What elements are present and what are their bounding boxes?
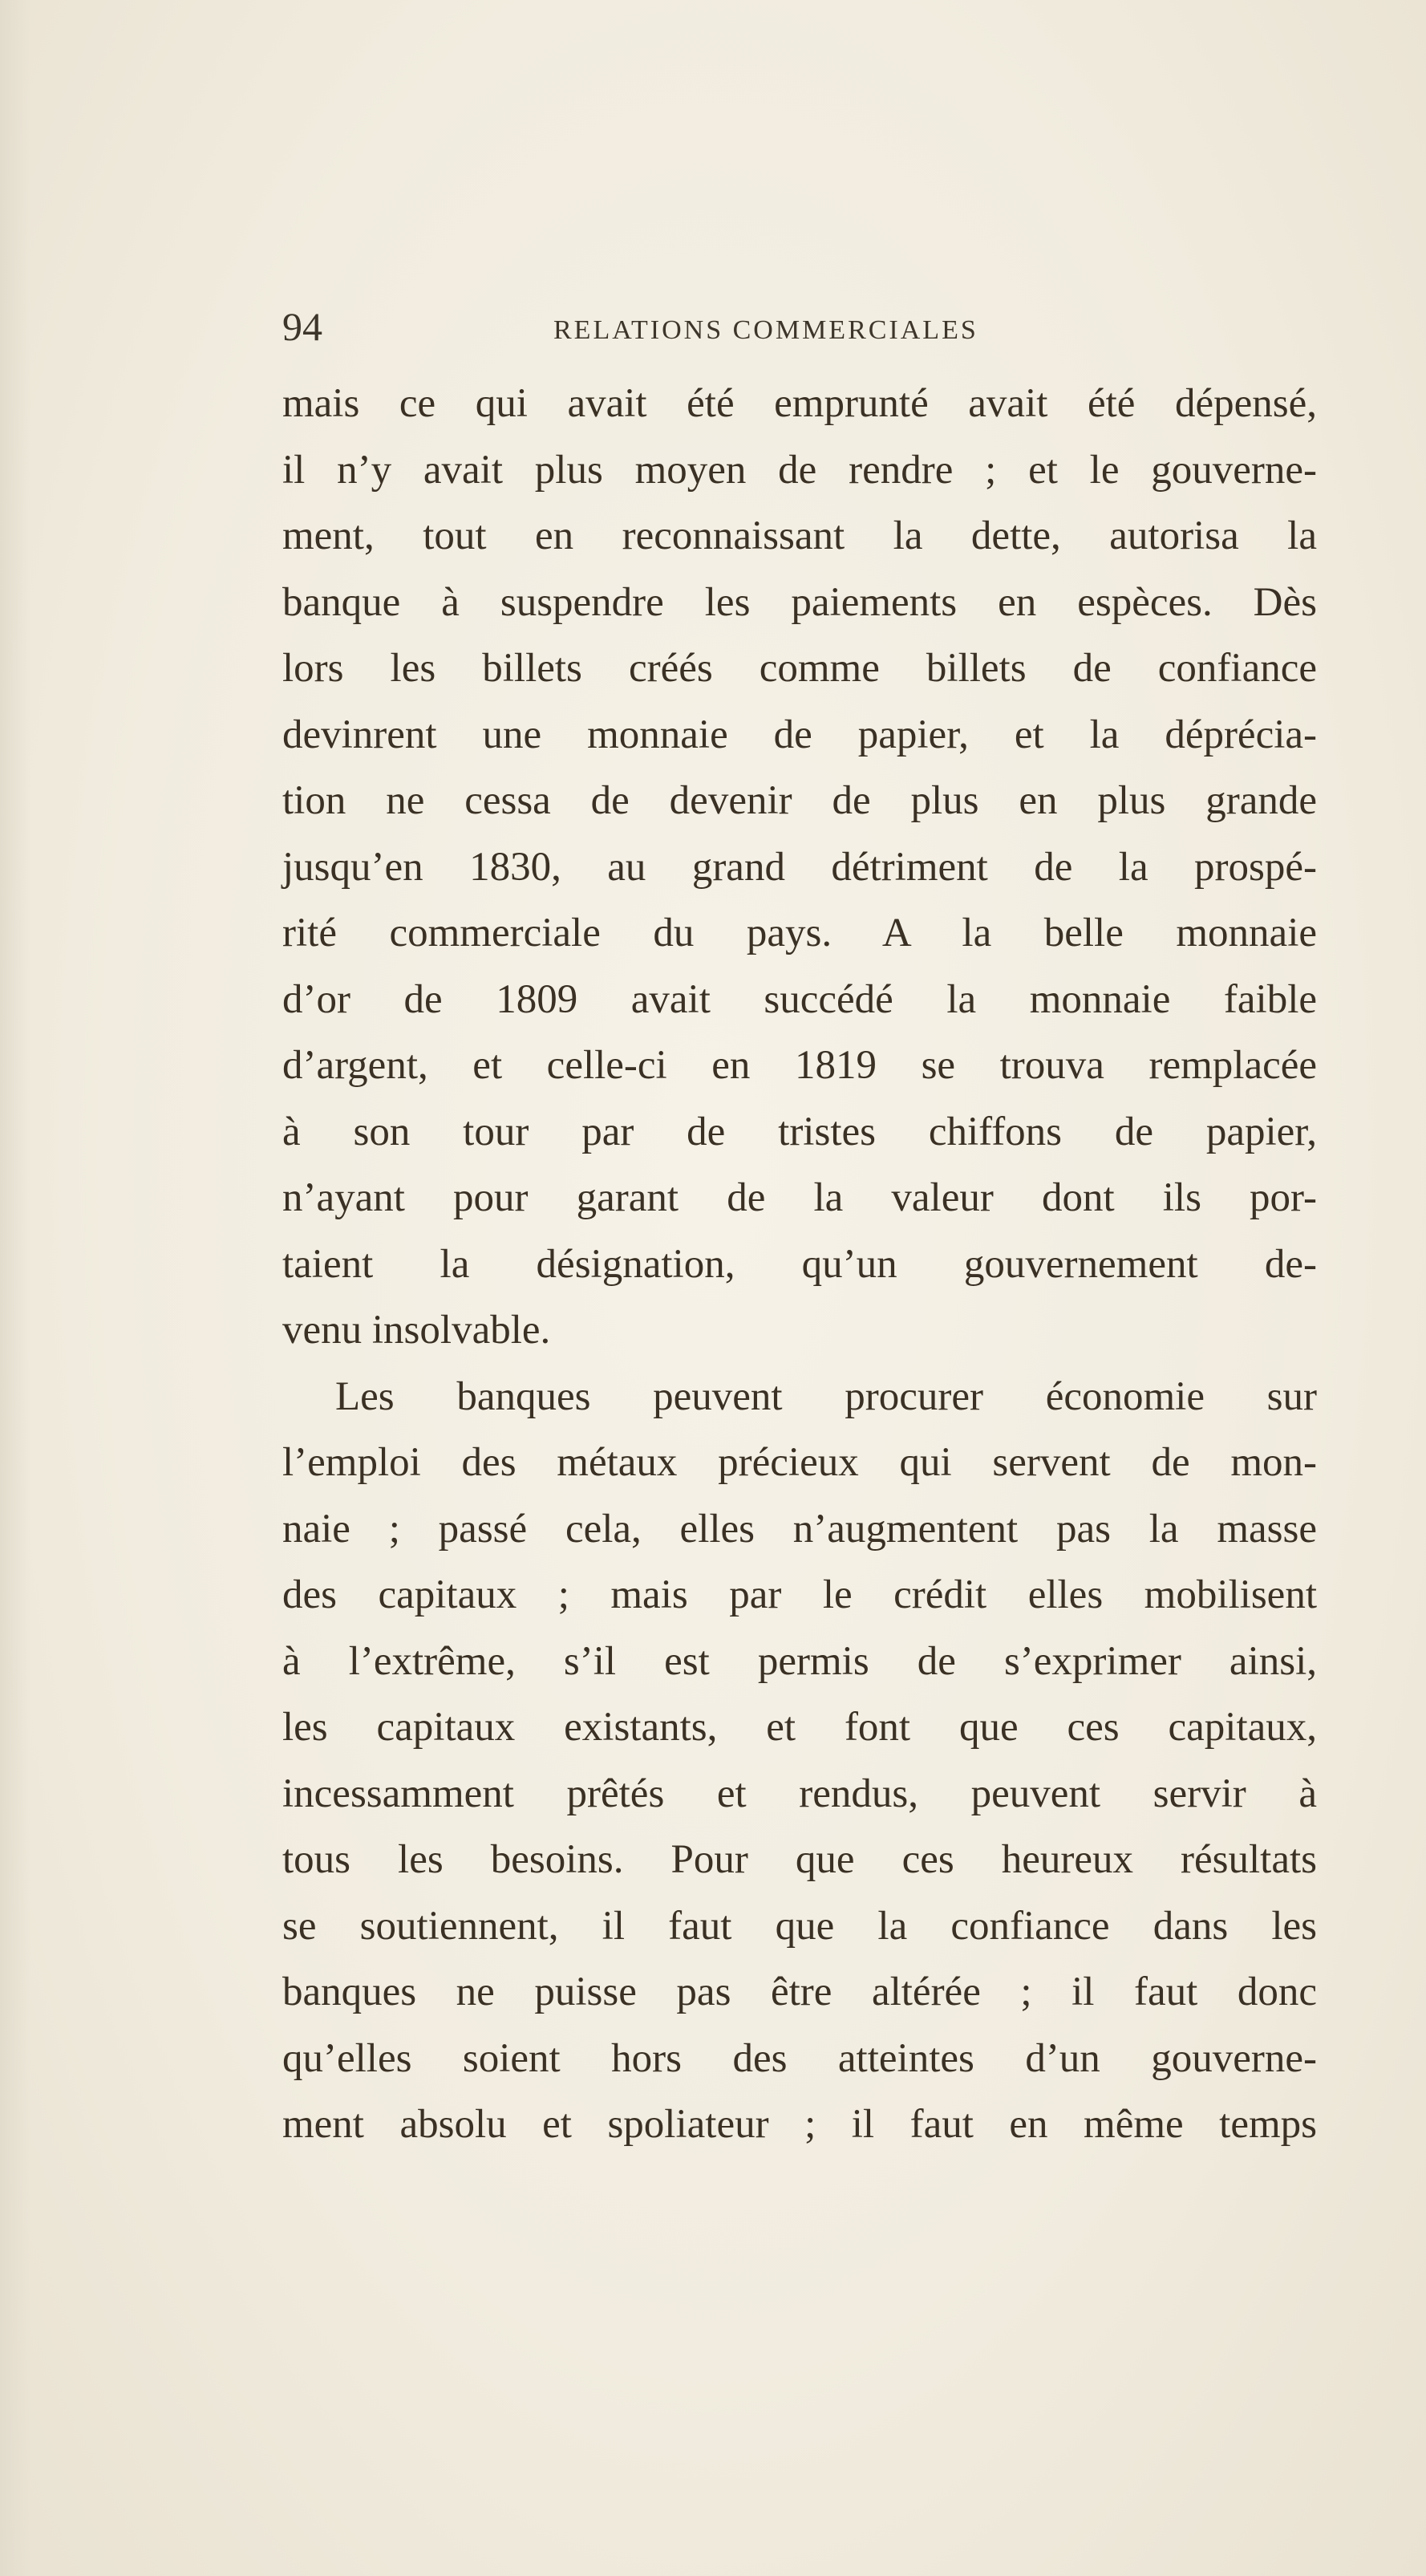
- paragraph-last-line: venu insolvable.: [282, 1308, 551, 1353]
- text-line: qu’elles soient hors des atteintes d’un gouverne-: [282, 2035, 1317, 2081]
- text-line: devinrent une monnaie de papier, et la déprécia-: [282, 712, 1317, 757]
- running-title: RELATIONS COMMERCIALES: [553, 315, 978, 345]
- text-line: banque à suspendre les paiements en espèces. Dès: [282, 579, 1317, 625]
- text-line: l’emploi des métaux précieux qui servent de mon-: [282, 1440, 1317, 1485]
- text-line: tion ne cessa de devenir de plus en plus grande: [282, 778, 1317, 823]
- text-line: des capitaux ; mais par le crédit elles mobilisent: [282, 1572, 1317, 1617]
- text-line: les capitaux existants, et font que ces capitaux,: [282, 1705, 1317, 1750]
- text-line: à l’extrême, s’il est permis de s’exprimer ainsi,: [282, 1638, 1317, 1684]
- text-line: ment absolu et spoliateur ; il faut en même temps: [282, 2102, 1317, 2147]
- body-text: [282, 371, 1317, 2158]
- text-line: tous les besoins. Pour que ces heureux résultats: [282, 1837, 1317, 1882]
- text-line: jusqu’en 1830, au grand détriment de la prospé-: [282, 844, 1317, 890]
- text-line: n’ayant pour garant de la valeur dont ils por-: [282, 1175, 1317, 1220]
- text-line: d’or de 1809 avait succédé la monnaie faible: [282, 976, 1317, 1022]
- text-line: d’argent, et celle-ci en 1819 se trouva remplacée: [282, 1043, 1317, 1088]
- text-line: se soutiennent, il faut que la confiance dans les: [282, 1903, 1317, 1949]
- text-line: mais ce qui avait été emprunté avait été dépensé,: [282, 381, 1317, 426]
- page-number: 94: [282, 304, 322, 349]
- paragraph-first-line: Les banques peuvent procurer économie sur: [335, 1373, 1317, 1419]
- page-edge-shadow: [0, 0, 30, 2576]
- text-line: incessamment prêtés et rendus, peuvent servir à: [282, 1771, 1317, 1816]
- page-header: [282, 298, 1052, 355]
- text-line: à son tour par de tristes chiffons de papier,: [282, 1109, 1317, 1154]
- text-line: banques ne puisse pas être altérée ; il faut donc: [282, 1970, 1317, 2014]
- text-line: lors les billets créés comme billets de confiance: [282, 646, 1317, 691]
- text-line: il n’y avait plus moyen de rendre ; et le gouverne-: [282, 447, 1317, 493]
- text-line: taient la désignation, qu’un gouvernement de-: [282, 1241, 1317, 1287]
- text-line: ment, tout en reconnaissant la dette, autorisa la: [282, 513, 1317, 558]
- text-line: naie ; passé cela, elles n’augmentent pas la masse: [282, 1506, 1317, 1552]
- text-line: rité commerciale du pays. A la belle monnaie: [282, 911, 1317, 955]
